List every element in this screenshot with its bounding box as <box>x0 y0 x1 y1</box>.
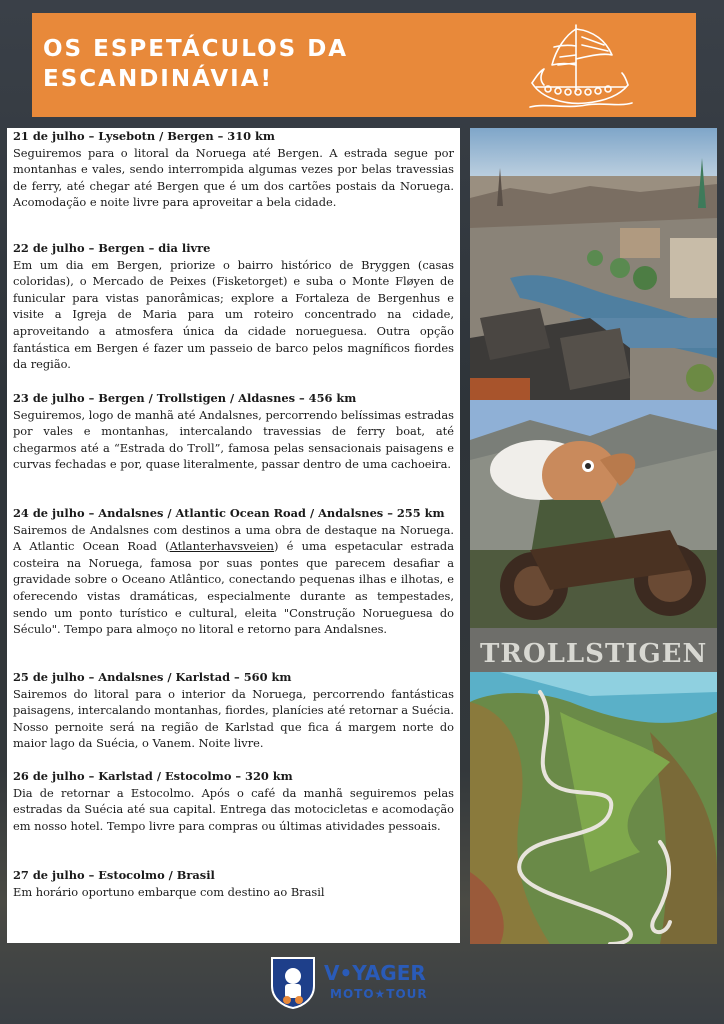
text-before-link: Sairemos de Andalsnes com destinos a uma obra de destaque na Noruega. A Atlantic Ocean Road ( <box>13 522 454 554</box>
day-title: 26 de julho – Karlstad / Estocolmo – 320 km <box>13 769 293 783</box>
day-23-july <box>13 390 454 473</box>
troll-motorcycle-photo <box>470 400 717 672</box>
day-description <box>13 522 454 638</box>
bergen-city-photo <box>470 128 717 400</box>
day-title: 22 de julho – Bergen – dia livre <box>13 241 211 255</box>
day-title: 23 de julho – Bergen / Trollstigen / Aldasnes – 456 km <box>13 391 357 405</box>
brand-subtitle: MOTO★TOUR <box>330 987 428 1001</box>
text-after-link: ) é uma espetacular estrada costeira na Noruega, famosa por suas pontes que parecem desafiar a gravidade sobre o Oceano Atlântico, conectando pequenas ilhas e ilhotas, e oferecendo vistas dramáticas, especialmente durante as tempestades, sendo um ponto turístico e cultural, eleita "Construção Norueguesa do Século". Tempo para almoço no litoral e retorno para Andalsnes. <box>13 539 454 637</box>
trollstigen-sign: TROLLSTIGEN <box>480 639 708 669</box>
day-title: 25 de julho – Andalsnes / Karlstad – 560 km <box>13 670 292 684</box>
brand-name: V•YAGER <box>324 961 426 985</box>
atlanterhavsveien-link[interactable]: Atlanterhavsveien <box>169 539 275 554</box>
day-description: Seguiremos, logo de manhã até Andalsnes, percorrendo belíssimas estradas por vales e montanhas, intercalando travessias de ferry boat, até chegarmos até a “Estrada do Troll”, famosa pelas sensacionais paisagens e curvas fechadas e por, quase literalmente, passar dentro de uma cachoeira. <box>13 407 454 472</box>
day-description: Seguiremos para o litoral da Noruega até Bergen. A estrada segue por montanhas e vales, sendo interrompida algumas vezes por belas travessias de ferry, até chegar até Bergen que é um dos cartões postais da Noruega. Acomodação e noite livre para aproveitar a bela cidade. <box>13 145 454 210</box>
title-line-2: ESCANDINÁVIA! <box>43 66 273 92</box>
day-24-july <box>13 505 454 638</box>
day-25-july <box>13 669 454 752</box>
viking-ship-icon <box>526 19 634 111</box>
day-26-july <box>13 768 454 834</box>
day-description: Em um dia em Bergen, priorize o bairro histórico de Bryggen (casas coloridas), o Mercado de Peixes (Fisketorget) e suba o Monte Fløyen de funicular para vistas panorâmicas; explore a Fortaleza de Bergenhus e visite a Igreja de Maria para um roteiro concentrado na cidade, aproveitando a atmosfera única da cidade norueguesa. Outra opção fantástica em Bergen é fazer um passeio de barco pelos magníficos fiordes da região. <box>13 257 454 372</box>
day-title: 21 de julho – Lysebotn / Bergen – 310 km <box>13 129 275 143</box>
itinerary-panel <box>7 128 460 943</box>
voyager-moto-tour-logo <box>268 952 464 1010</box>
day-description: Em horário oportuno embarque com destino ao Brasil <box>13 884 325 899</box>
day-22-july <box>13 240 454 373</box>
trollstigen-road-photo <box>470 672 717 944</box>
day-21-july <box>13 128 454 211</box>
title-banner <box>32 13 696 117</box>
day-description: Sairemos do litoral para o interior da Noruega, percorrendo fantásticas paisagens, intercalando montanhas, fiordes, planícies até retornar a Suécia. Nosso pernoite será na região de Karlstad que fica á margem norte do maior lago da Suécia, o Vanem. Noite livre. <box>13 686 454 751</box>
day-title: 24 de julho – Andalsnes / Atlantic Ocean Road / Andalsnes – 255 km <box>13 506 445 520</box>
page-title <box>43 34 463 94</box>
day-27-july <box>13 867 454 900</box>
day-title: 27 de julho – Estocolmo / Brasil <box>13 868 215 882</box>
day-description: Dia de retornar a Estocolmo. Após o café da manhã seguiremos pelas estradas da Suécia até sua capital. Entrega das motocicletas e acomodação em nosso hotel. Tempo livre para compras ou últimas atividades pessoais. <box>13 785 454 833</box>
title-line-1: OS ESPETÁCULOS DA <box>43 36 349 62</box>
